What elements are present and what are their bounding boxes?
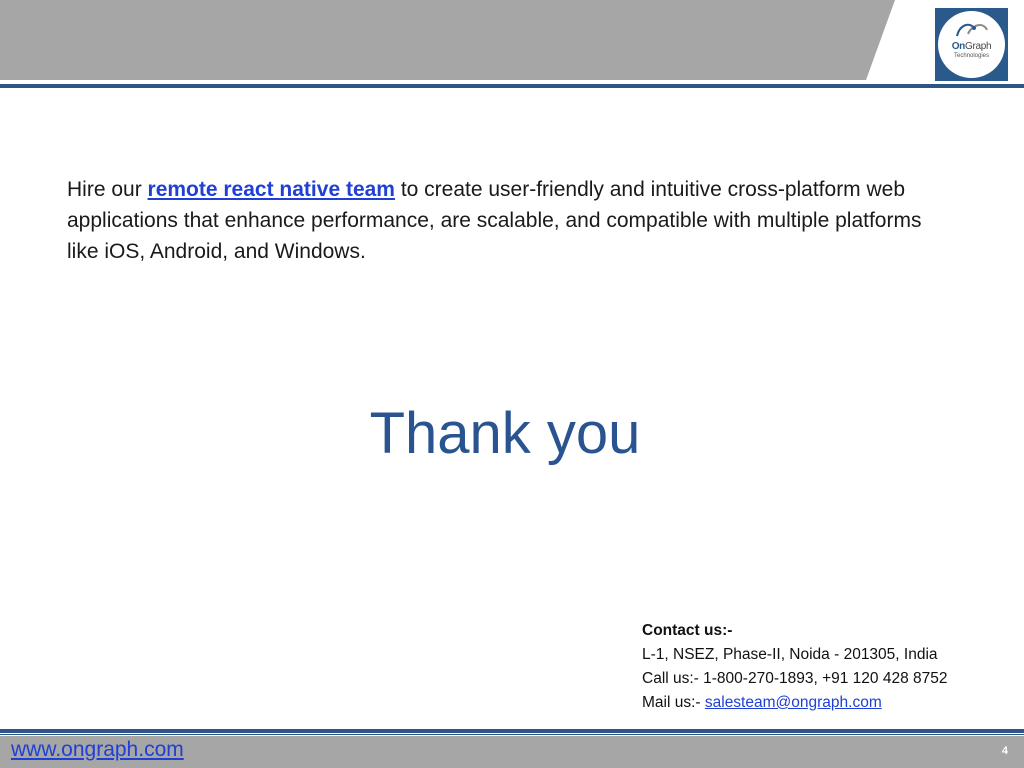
page-number: 4 <box>1001 745 1008 757</box>
contact-address: L-1, NSEZ, Phase-II, Noida - 201305, India <box>642 646 938 663</box>
header-band <box>0 0 1024 90</box>
contact-heading: Contact us:- <box>642 622 733 639</box>
logo-swoosh-icon <box>954 18 990 40</box>
footer-rule-thin <box>0 734 1024 735</box>
intro-paragraph <box>67 174 947 267</box>
thank-you-heading: Thank you <box>369 401 641 466</box>
contact-mail-prefix: Mail us:- <box>642 694 705 711</box>
contact-email-link[interactable]: salesteam@ongraph.com <box>704 694 882 711</box>
footer-rule-thick <box>0 729 1024 733</box>
contact-mail-line <box>642 691 1012 715</box>
contact-block <box>642 619 1012 715</box>
website-link[interactable]: www.ongraph.com <box>11 738 184 761</box>
contact-phone: Call us:- 1-800-270-1893, +91 120 428 8752 <box>642 670 948 687</box>
header-shapes <box>0 0 1024 90</box>
ongraph-logo <box>935 8 1008 81</box>
logo-word-on: On <box>951 41 965 52</box>
logo-word-graph: Graph <box>965 41 992 52</box>
logo-subtitle: Technologies <box>953 53 990 59</box>
logo-wordmark <box>938 41 1005 52</box>
intro-suffix: to create user-friendly and intuitive cross-platform web applications that enhance performance, are scalable, and compatible with multiple platforms like iOS, Android, and Windows. <box>67 178 922 263</box>
intro-prefix: Hire our <box>67 178 148 201</box>
remote-react-native-team-link[interactable]: remote react native team <box>147 178 395 201</box>
